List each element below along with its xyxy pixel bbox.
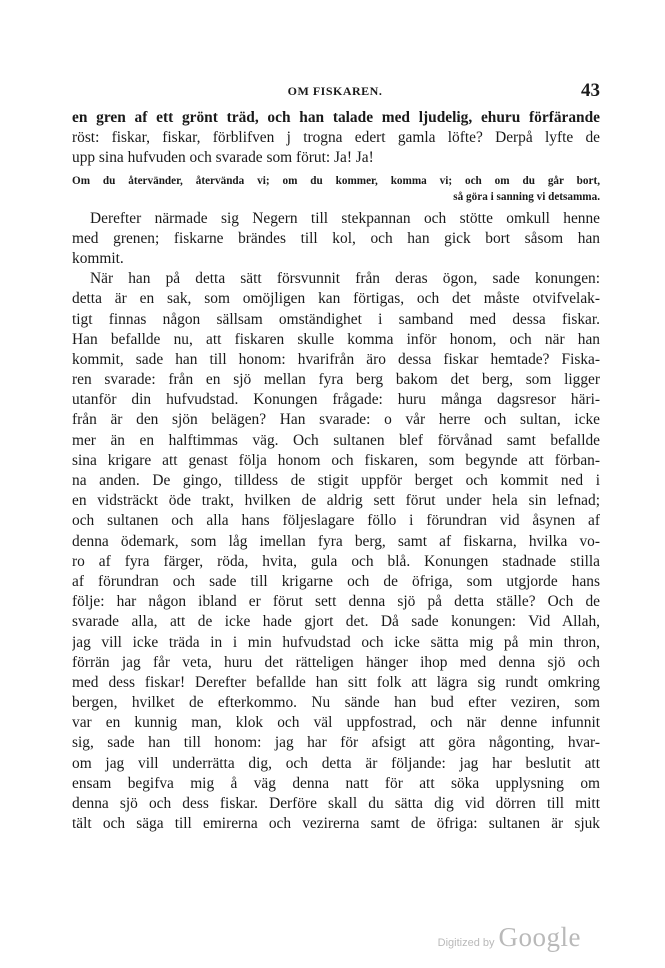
text-line: sina krigare att genast följa honom och fiskaren, som begynde att förban- (72, 451, 600, 469)
text-line: denna ödemark, som låg imellan fyra berg, samt af fiskarna, hvilka vo- (72, 532, 600, 550)
text-line: med grenen; fiskarne brändes till kol, och han gick bort såsom han (72, 229, 600, 247)
verse-line: Om du återvänder, återvända vi; om du kommer, komma vi; och om du går bort, (72, 174, 600, 187)
text-line: ro af fyra färger, röda, hvita, gula och blå. Konungen stadnade stilla (72, 552, 600, 570)
text-line: Han befallde nu, att fiskaren skulle komma inför honom, och när han (72, 330, 600, 348)
page-header (70, 80, 600, 106)
text-line: Derefter närmade sig Negern till stekpannan och stötte omkull henne (90, 209, 600, 227)
text-line: förrän jag får veta, huru det rätteligen hänger ihop med denna sjö och (72, 653, 600, 671)
opening-paragraph (72, 108, 600, 169)
text-line: och sultanen och alla hans följeslagare föllo i förundran vid åsynen af (72, 512, 600, 530)
main-paragraphs (72, 209, 600, 835)
text-line: detta är en sak, som omöjligen kan förtigas, och det måste otvifvelak- (72, 290, 600, 308)
page-number: 43 (581, 80, 600, 101)
watermark-prefix: Digitized by (437, 937, 495, 949)
page-body (72, 108, 600, 834)
google-watermark (438, 922, 581, 953)
text-line: om jag vill underrätta dig, och detta är följande: jag har beslutit att (72, 754, 600, 772)
text-line: med dess fiskar! Derefter befallde han sitt folk att lägra sig rundt omkring (72, 673, 600, 691)
text-line: följe: har någon ibland er förut sett denna sjö på detta ställe? Och de (72, 593, 600, 611)
text-line: var en kunnig man, klok och väl uppfostrad, och när denne infunnit (72, 714, 600, 732)
text-line: bergen, hvilket de efterkommo. Nu sände han bud efter veziren, som (72, 694, 600, 712)
text-line: denna sjö och dess fiskar. Derföre skall du sätta dig vid dörren till mitt (72, 795, 600, 812)
text-line: svarade alla, att de icke hade gjort det. Då sade konungen: Vid Allah, (72, 613, 600, 631)
text-line: utanför din hufvudstad. Konungen frågade: huru många dagsresor häri- (72, 391, 600, 409)
running-title: OM FISKAREN. (287, 84, 383, 98)
text-line: en vidsträckt öde trakt, hvilken de aldrig sett förut under hela sin lefnad; (72, 492, 600, 510)
verse-block (72, 173, 600, 205)
text-line: af förundran och sade till krigarne och de öfriga, som utgjorde hans (72, 572, 600, 590)
text-line: na anden. De gingo, tilldess de stigit uppför berget och kommit ned i (72, 472, 600, 489)
text-line: sig, sade han till honom: jag har för afsigt att göra någonting, hvar- (72, 734, 600, 752)
text-line: mer än en halftimmas väg. Och sultanen blef förvånad samt befallde (72, 431, 600, 449)
google-logo: Google (498, 922, 581, 952)
text-line: röst: fiskar, fiskar, förblifven j trogna edert gamla löfte? Derpå lyfte de (72, 129, 600, 147)
text-line: från är den sjön belägen? Han svarade: o vår herre och sultan, icke (72, 411, 600, 429)
verse-line: så göra i sanning vi detsamma. (453, 190, 600, 203)
text-line: en gren af ett grönt träd, och han talade med ljudelig, ehuru förfärande (72, 109, 600, 126)
text-line: ren svarade: från en sjö mellan fyra berg bakom det berg, som ligger (72, 371, 600, 389)
text-line: kommit. (72, 249, 124, 267)
text-line: tält och säga till emirerna och vezirerna samt de öfriga: sultanen är sjuk (72, 815, 600, 833)
text-line: ensam begifva mig å väg denna natt för att söka upplysning om (72, 774, 600, 792)
text-line: tigt finnas någon sällsam omständighet i samband med dessa fiskar. (72, 310, 600, 328)
text-line: jag vill icke träda in i min hufvudstad och icke sätta mig på min thron, (72, 633, 600, 651)
text-line: upp sina hufvuden och svarade som förut: Ja! Ja! (72, 149, 374, 167)
text-line: kommit, sade han till honom: hvarifrån äro dessa fiskar hemtade? Fiska- (72, 350, 600, 368)
text-line: När han på detta sätt försvunnit från deras ögon, sade konungen: (90, 270, 600, 288)
